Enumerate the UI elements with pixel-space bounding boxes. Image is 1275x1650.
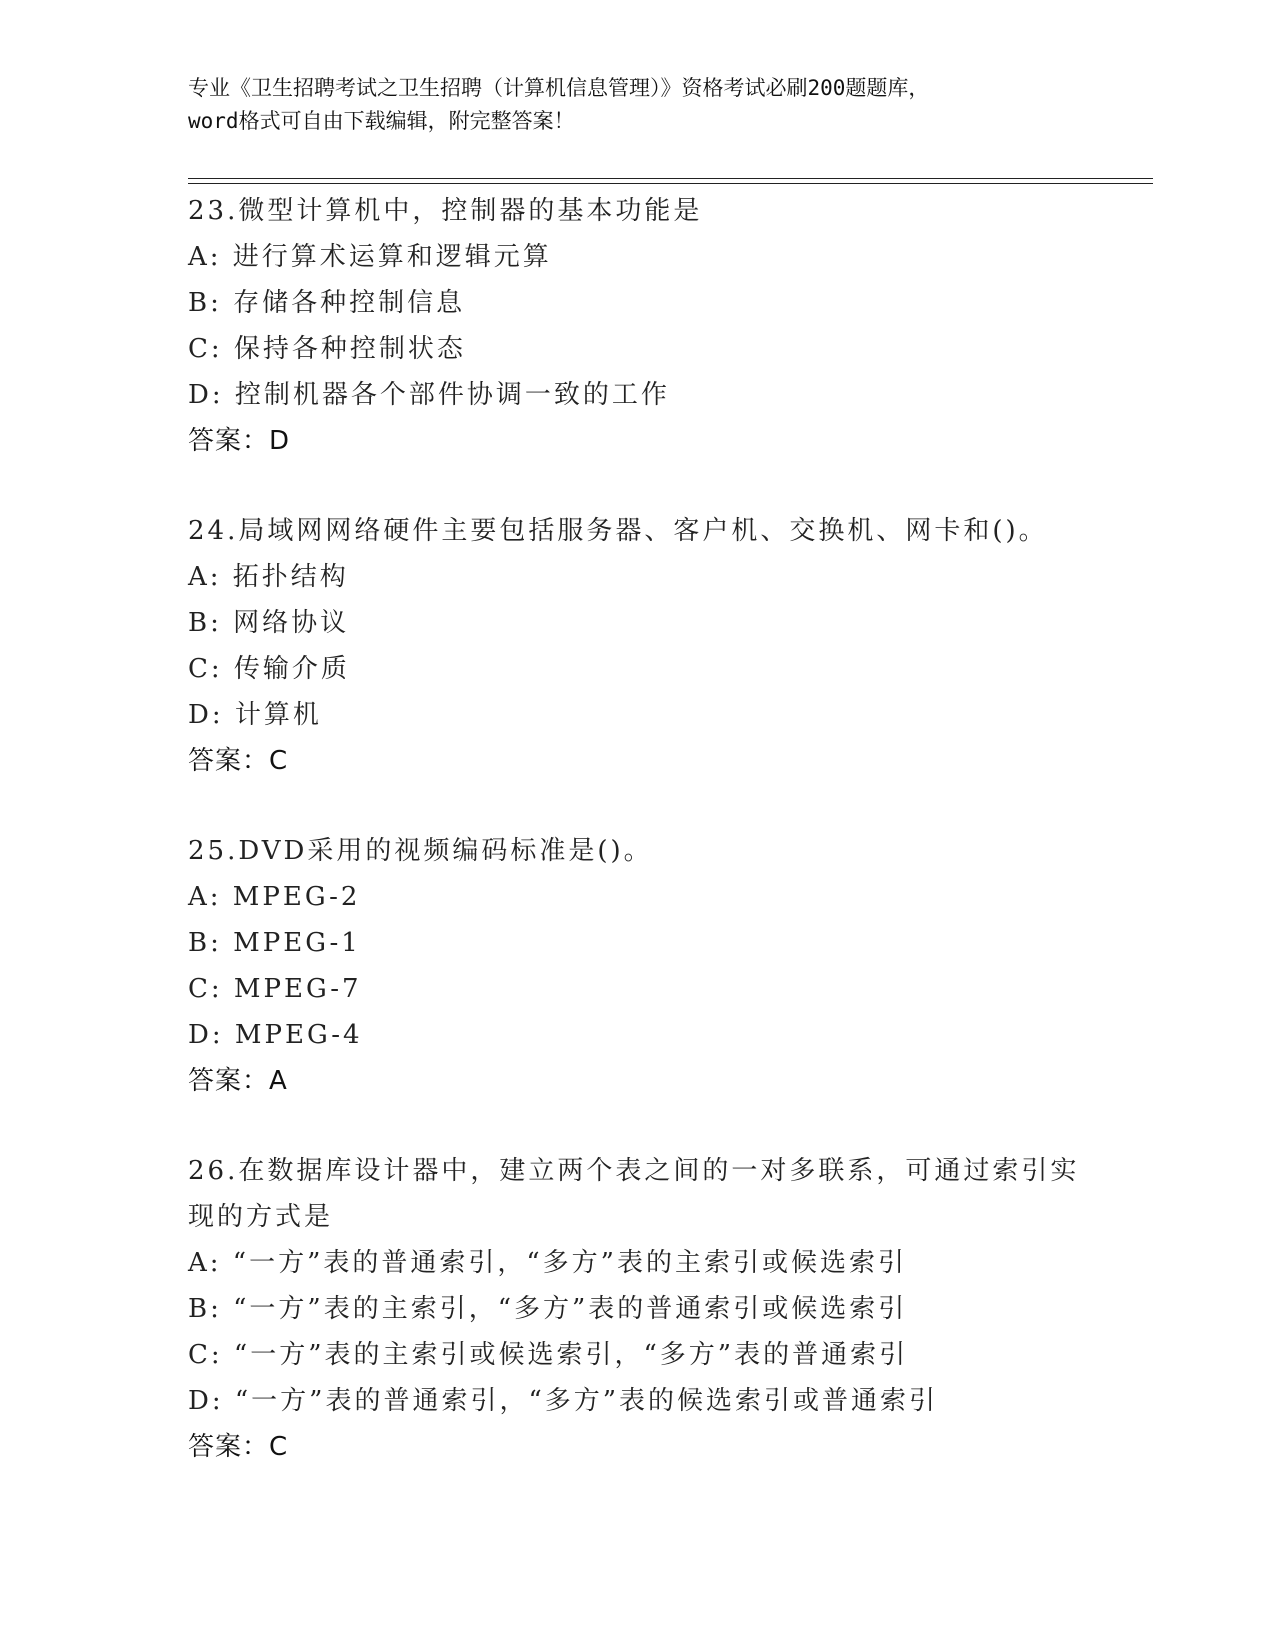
header-divider-bottom: [188, 183, 1153, 184]
option-a: A: 拓扑结构: [188, 562, 349, 592]
spacer: [188, 784, 1088, 828]
option-c: C: “一方”表的主索引或候选索引，“多方”表的普通索引: [188, 1340, 909, 1370]
answer: 答案：D: [188, 426, 291, 456]
option-d: D: MPEG-4: [188, 1020, 363, 1050]
answer: 答案：A: [188, 1066, 288, 1096]
spacer: [188, 464, 1088, 508]
spacer: [188, 1104, 1088, 1148]
option-a: A: MPEG-2: [188, 882, 361, 912]
option-a: A: “一方”表的普通索引，“多方”表的主索引或候选索引: [188, 1248, 907, 1278]
question-25: [188, 828, 1088, 1104]
answer: 答案：C: [188, 746, 289, 776]
question-list: [188, 188, 1088, 1470]
option-d: D: 控制机器各个部件协调一致的工作: [188, 380, 670, 410]
header-line-2: word格式可自由下载编辑，附完整答案！: [188, 109, 575, 133]
question-text: 25.DVD采用的视频编码标准是()。: [188, 836, 653, 866]
question-text: 24.局域网网络硬件主要包括服务器、客户机、交换机、网卡和()。: [188, 516, 1048, 546]
question-24: [188, 508, 1088, 784]
option-b: B: “一方”表的主索引，“多方”表的普通索引或候选索引: [188, 1294, 908, 1324]
option-b: B: MPEG-1: [188, 928, 361, 958]
option-d: D: “一方”表的普通索引，“多方”表的候选索引或普通索引: [188, 1386, 939, 1416]
answer: 答案：C: [188, 1432, 289, 1462]
option-c: C: 保持各种控制状态: [188, 334, 466, 364]
question-26: [188, 1148, 1088, 1470]
question-text-line-2: 现的方式是: [188, 1202, 334, 1232]
option-c: C: 传输介质: [188, 654, 350, 684]
header-line-1: 专业《卫生招聘考试之卫生招聘（计算机信息管理）》资格考试必刷200题题库，: [188, 76, 930, 100]
header-divider-top: [188, 178, 1153, 179]
option-b: B: 网络协议: [188, 608, 350, 638]
option-d: D: 计算机: [188, 700, 322, 730]
option-c: C: MPEG-7: [188, 974, 362, 1004]
option-b: B: 存储各种控制信息: [188, 288, 466, 318]
question-text-line-1: 26.在数据库设计器中，建立两个表之间的一对多联系，可通过索引实: [188, 1156, 1080, 1186]
question-text: 23.微型计算机中，控制器的基本功能是: [188, 196, 703, 226]
question-23: [188, 188, 1088, 464]
option-a: A: 进行算术运算和逻辑元算: [188, 242, 552, 272]
document-header: [188, 72, 1088, 138]
